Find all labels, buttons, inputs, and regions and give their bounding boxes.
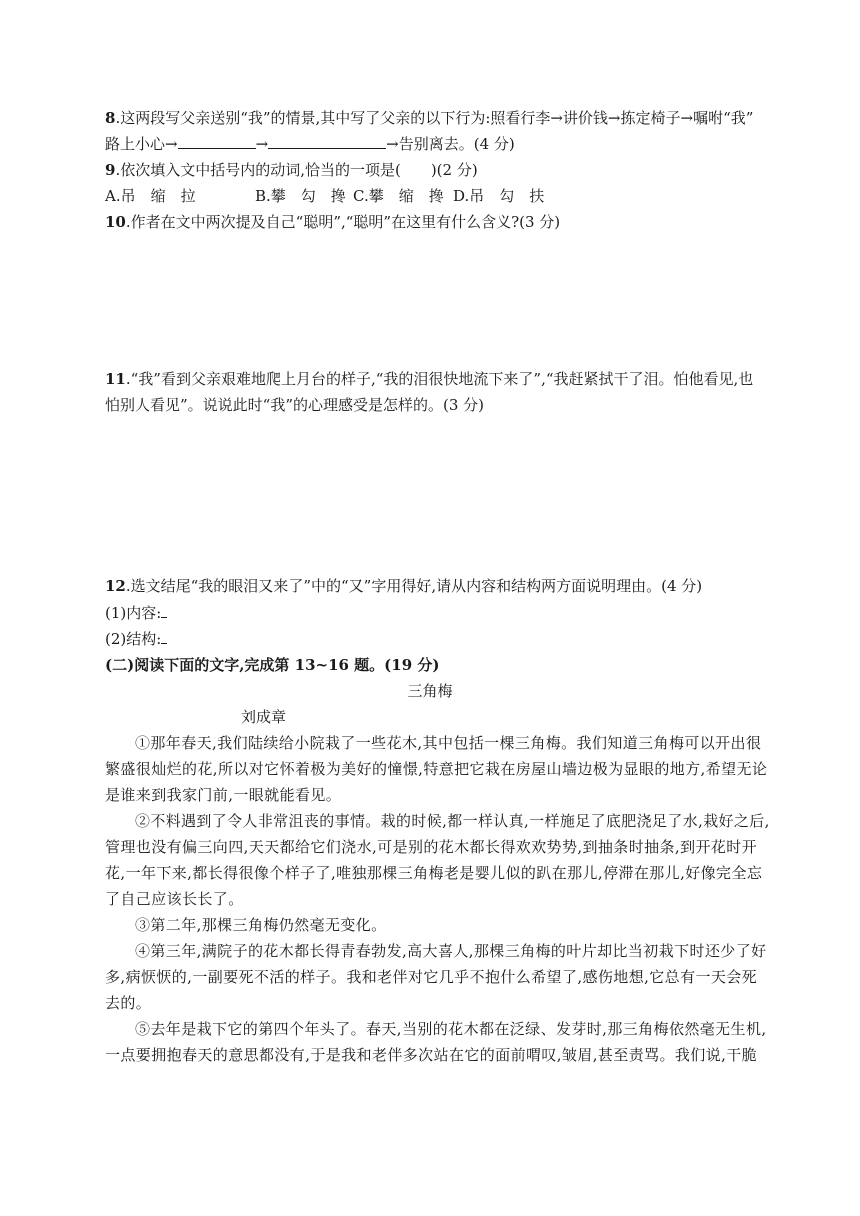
q12-text: .选文结尾“我的眼泪又来了”中的“又”字用得好,请从内容和结构两方面说明理由。(4 分) bbox=[125, 577, 703, 595]
article-paragraph-line: 多,病恹恹的,一副要死不活的样子。我和老伴对它几乎不抱什么希望了,感伤地想,它总有一天会死 bbox=[105, 968, 758, 986]
q11-text: .“我”看到父亲艰难地爬上月台的样子,“我的泪很快地流下来了”,“我赶紧拭干了泪。怕他看见,也 bbox=[125, 370, 754, 388]
q12-line bbox=[105, 576, 702, 596]
article-author: 刘成章 bbox=[241, 708, 287, 726]
article-paragraph-line: 是谁来到我家门前,一眼就能看见。 bbox=[105, 786, 342, 804]
article-paragraph-line: 繁盛很灿烂的花,所以对它怀着极为美好的憧憬,特意把它栽在房屋山墙边极为显眼的地方,希望无论 bbox=[105, 760, 768, 778]
q12-structure-blank[interactable] bbox=[161, 629, 167, 644]
q8-line1 bbox=[105, 108, 753, 128]
q12-structure-label: (2)结构: bbox=[105, 630, 162, 648]
article-title: 三角梅 bbox=[407, 682, 453, 700]
q11-line2 bbox=[105, 395, 484, 415]
q9-option-a[interactable]: A.吊 缩 拉 bbox=[105, 187, 196, 205]
q10-answer-area[interactable] bbox=[105, 240, 755, 360]
q8-text-b: → bbox=[255, 135, 269, 153]
q11-text-2: 怕别人看见”。说说此时“我”的心理感受是怎样的。(3 分) bbox=[105, 396, 485, 414]
article-paragraph-line: 去的。 bbox=[105, 994, 152, 1012]
q11-answer-area[interactable] bbox=[105, 425, 755, 565]
q12-content-label: (1)内容: bbox=[105, 604, 162, 622]
q12-number: 12 bbox=[105, 577, 126, 595]
article-paragraph-line: ⑤去年是栽下它的第四个年头了。春天,当别的花木都在泛绿、发芽时,那三角梅依然毫无生机, bbox=[135, 1020, 767, 1038]
q11-line1 bbox=[105, 369, 753, 389]
q12-sub2 bbox=[105, 629, 167, 649]
q9-options bbox=[105, 186, 544, 206]
article-paragraph-line: ②不料遇到了令人非常沮丧的事情。栽的时候,都一样认真,一样施足了底肥浇足了水,栽好之后, bbox=[135, 812, 770, 830]
article-paragraph-line: 了自己应该长长了。 bbox=[105, 890, 244, 908]
q9-option-c[interactable]: C.攀 缩 搀 bbox=[353, 187, 444, 205]
q12-content-blank[interactable] bbox=[161, 603, 167, 618]
q9-text: .依次填入文中括号内的动词,恰当的一项是( )(2 分) bbox=[115, 161, 478, 179]
q8-answer-blank-2[interactable] bbox=[268, 134, 386, 149]
q9-number: 9 bbox=[105, 161, 116, 179]
article-paragraph-line: ④第三年,满院子的花木都长得青春勃发,高大喜人,那棵三角梅的叶片却比当初栽下时还少了好 bbox=[135, 942, 767, 960]
article-paragraph-line: 一点要拥抱春天的意思都没有,于是我和老伴多次站在它的面前喟叹,皱眉,甚至责骂。我们说,干脆 bbox=[105, 1046, 758, 1064]
q10-text: .作者在文中两次提及自己“聪明”,“聪明”在这里有什么含义?(3 分) bbox=[125, 213, 561, 231]
article-paragraph-line: ①那年春天,我们陆续给小院栽了一些花木,其中包括一棵三角梅。我们知道三角梅可以开出很 bbox=[135, 734, 762, 752]
q9-line bbox=[105, 160, 478, 180]
q8-text-c: →告别离去。(4 分) bbox=[386, 135, 515, 153]
q8-text-a: 路上小心→ bbox=[105, 135, 178, 153]
q10-number: 10 bbox=[105, 213, 126, 231]
q9-option-b[interactable]: B.攀 勾 搀 bbox=[255, 187, 346, 205]
q8-text: .这两段写父亲送别“我”的情景,其中写了父亲的以下行为:照看行李→讲价钱→拣定椅子→嘱咐“我” bbox=[115, 109, 754, 127]
q10-line bbox=[105, 212, 560, 232]
q8-line2 bbox=[105, 134, 515, 154]
q12-sub1 bbox=[105, 603, 167, 623]
q8-number: 8 bbox=[105, 109, 116, 127]
q8-answer-blank-1[interactable] bbox=[178, 134, 256, 149]
article-paragraph-line: ③第二年,那棵三角梅仍然毫无变化。 bbox=[135, 916, 387, 934]
q11-number: 11 bbox=[105, 370, 126, 388]
article-paragraph-line: 花,一年下来,都长得很像个样子了,唯独那棵三角梅老是婴儿似的趴在那儿,停滞在那儿,好像完全忘 bbox=[105, 864, 763, 882]
article-paragraph-line: 管理也没有偏三向四,天天都给它们浇水,可是别的花木都长得欢欢势势,到抽条时抽条,到开花时开 bbox=[105, 838, 758, 856]
q9-option-d[interactable]: D.吊 勾 扶 bbox=[453, 187, 545, 205]
section-2-heading: (二)阅读下面的文字,完成第 13~16 题。(19 分) bbox=[105, 656, 440, 674]
